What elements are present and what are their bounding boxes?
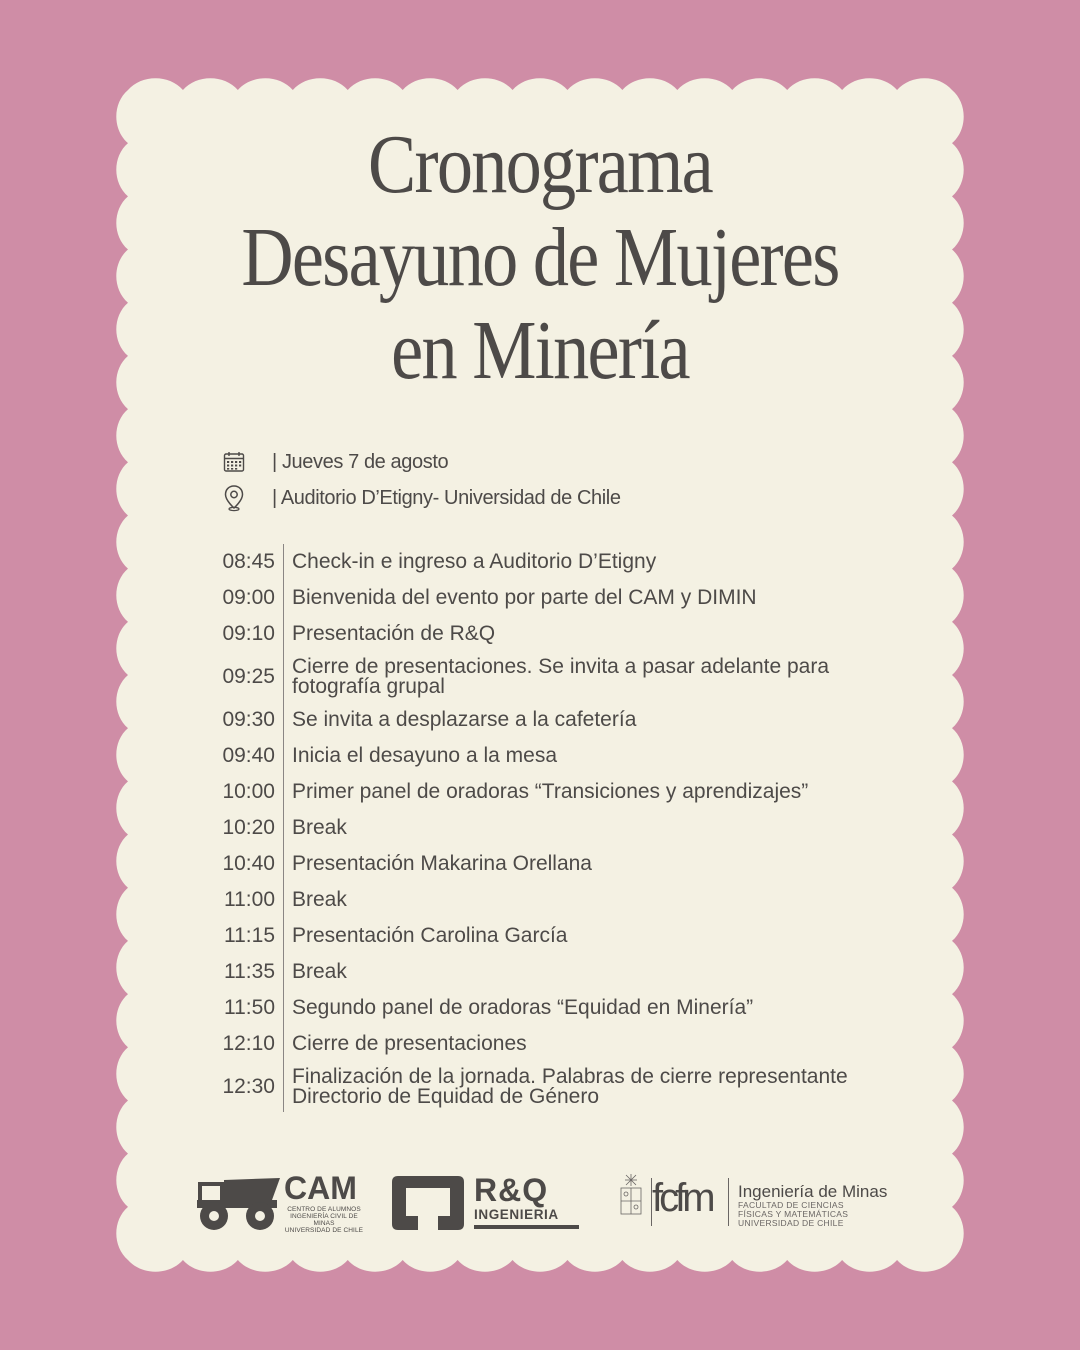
schedule-description: Bienvenida del evento por parte del CAM y DIMIN: [292, 586, 757, 609]
cam-line-1: CENTRO DE ALUMNOS: [287, 1206, 361, 1213]
event-location: | Auditorio D’Etigny- Universidad de Chile: [272, 486, 621, 509]
schedule-divider: [275, 738, 284, 774]
schedule-time: 11:35: [224, 960, 275, 983]
schedule-time: 10:20: [222, 816, 275, 839]
cam-line-3: UNIVERSIDAD DE CHILE: [284, 1227, 364, 1234]
schedule-description: Se invita a desplazarse a la cafetería: [292, 708, 637, 731]
schedule-description: Break: [292, 960, 347, 983]
schedule-description: Inicia el desayuno a la mesa: [292, 744, 557, 767]
schedule-row: [200, 882, 900, 918]
schedule-divider: [275, 616, 284, 652]
schedule-row: [200, 616, 900, 652]
schedule-divider: [275, 544, 284, 580]
schedule-description: Presentación Carolina García: [292, 924, 568, 947]
calendar-icon: [218, 448, 250, 476]
fcfm-divider-2: [728, 1178, 729, 1226]
schedule-description: Check-in e ingreso a Auditorio D’Etigny: [292, 550, 657, 573]
schedule-row: [200, 702, 900, 738]
cam-logo: [190, 1168, 370, 1238]
location-row: [218, 480, 621, 516]
schedule-time: 11:15: [224, 924, 275, 947]
schedule-row: [200, 954, 900, 990]
schedule-row: [200, 990, 900, 1026]
schedule-time: 11:50: [224, 996, 275, 1019]
schedule-divider: [275, 846, 284, 882]
fcfm-line-1: FACULTAD DE CIENCIAS: [738, 1200, 844, 1210]
schedule-row: [200, 652, 900, 702]
schedule-time: 09:00: [222, 586, 275, 609]
page-title: [196, 118, 884, 397]
schedule-description: Primer panel de oradoras “Transiciones y aprendizajes”: [292, 780, 809, 803]
schedule-time: 09:40: [222, 744, 275, 767]
rq-logo: [390, 1168, 590, 1238]
fcfm-line-2: FÍSICAS Y MATEMÁTICAS: [738, 1209, 849, 1219]
schedule-divider: [275, 882, 284, 918]
fcfm-mark: fcfm: [652, 1176, 712, 1220]
schedule-divider: [275, 702, 284, 738]
schedule-description: Break: [292, 816, 347, 839]
title-line-2: Desayuno de Mujeres: [241, 211, 839, 304]
fcfm-line-3: UNIVERSIDAD DE CHILE: [738, 1218, 844, 1228]
sponsor-logos: [190, 1168, 900, 1238]
schedule-row: [200, 544, 900, 580]
schedule-row: [200, 1026, 900, 1062]
rq-underline: [474, 1225, 579, 1229]
rq-subtitle: INGENIERIA: [474, 1207, 559, 1222]
rq-name: R&Q: [474, 1172, 549, 1208]
rq-mark-icon: [392, 1176, 464, 1230]
schedule-divider: [275, 990, 284, 1026]
schedule-divider: [275, 810, 284, 846]
fcfm-subtitle: [738, 1201, 848, 1228]
schedule-row: [200, 918, 900, 954]
schedule-time: 08:45: [222, 550, 275, 573]
location-pin-icon: [218, 484, 250, 512]
cam-line-2: INGENIERÍA CIVIL DE MINAS: [290, 1213, 358, 1227]
schedule-time: 11:00: [224, 888, 275, 911]
schedule-description: Finalización de la jornada. Palabras de cierre representante Directorio de Equidad de Género: [292, 1065, 848, 1108]
schedule-divider: [275, 652, 284, 702]
schedule-divider: [275, 1062, 284, 1112]
date-row: [218, 444, 621, 480]
schedule-time: 12:30: [222, 1075, 275, 1098]
schedule-row: [200, 774, 900, 810]
title-line-3: en Minería: [391, 304, 689, 397]
schedule-row: [200, 810, 900, 846]
schedule-time: 12:10: [222, 1032, 275, 1055]
university-seal-icon: [618, 1172, 644, 1222]
event-info: [218, 444, 621, 516]
schedule-row: [200, 846, 900, 882]
schedule-description: Break: [292, 888, 347, 911]
schedule-description: Segundo panel de oradoras “Equidad en Minería”: [292, 996, 754, 1019]
schedule-time: 09:10: [222, 622, 275, 645]
schedule-description: Presentación Makarina Orellana: [292, 852, 592, 875]
mining-truck-icon: [194, 1174, 280, 1232]
schedule-divider: [275, 918, 284, 954]
schedule-time: 09:25: [222, 665, 275, 688]
fcfm-title: Ingeniería de Minas: [738, 1182, 888, 1201]
schedule-divider: [275, 774, 284, 810]
schedule-divider: [275, 580, 284, 616]
schedule-time: 10:40: [222, 852, 275, 875]
schedule-row: [200, 738, 900, 774]
event-date: | Jueves 7 de agosto: [272, 450, 449, 473]
fcfm-logo: [618, 1168, 900, 1238]
schedule-description: Presentación de R&Q: [292, 622, 496, 645]
schedule-time: 10:00: [222, 780, 275, 803]
title-line-1: Cronograma: [368, 118, 712, 211]
schedule-divider: [275, 954, 284, 990]
cam-subtitle: [280, 1206, 368, 1234]
schedule-row: [200, 580, 900, 616]
schedule-description: Cierre de presentaciones. Se invita a pasar adelante para fotografía grupal: [292, 655, 829, 698]
schedule-time: 09:30: [222, 708, 275, 731]
schedule-row: [200, 1062, 900, 1112]
cam-name: CAM: [284, 1170, 357, 1206]
schedule-description: Cierre de presentaciones: [292, 1032, 527, 1055]
schedule-list: [200, 544, 900, 1112]
schedule-divider: [275, 1026, 284, 1062]
